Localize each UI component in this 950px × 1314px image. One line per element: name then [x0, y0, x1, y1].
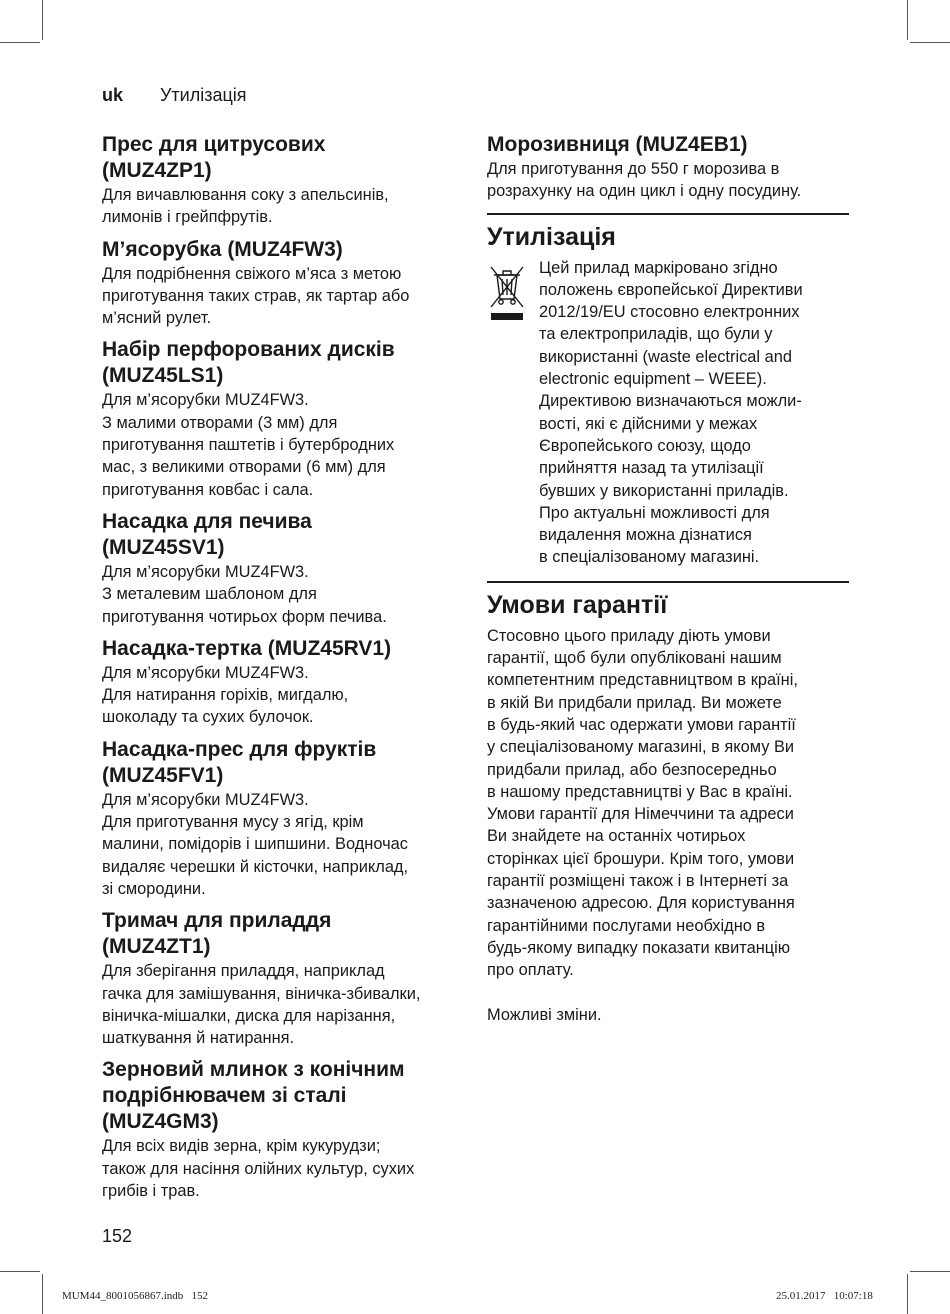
accessory-item — [102, 1057, 467, 1202]
accessory-title-line: Насадка для печива — [102, 509, 312, 533]
warranty-text-line: про оплату. — [487, 961, 574, 980]
crop-mark — [42, 1274, 43, 1314]
accessory-description — [102, 184, 467, 229]
accessory-title-line: Прес для цитрусових — [102, 133, 326, 156]
accessory-description-line: Для зберігання приладдя, наприклад — [102, 962, 385, 981]
accessory-description-line: малини, помідорів і шипшини. Водночас — [102, 835, 408, 854]
warranty-text-line: гарантії розміщені також і в Інтернеті за — [487, 872, 789, 891]
disposal-text-line: Європейського союзу, щодо — [539, 436, 751, 455]
section-divider — [487, 581, 849, 583]
accessory-description — [102, 1135, 467, 1202]
accessory-title — [102, 737, 467, 789]
language-code: uk — [102, 85, 124, 105]
warranty-text-line: в якій Ви придбали прилад. Ви можете — [487, 693, 782, 712]
accessory-title-line: (MUZ4GM3) — [102, 1110, 219, 1134]
accessory-description-line: Для м’ясорубки MUZ4FW3. — [102, 790, 309, 809]
accessory-description-line: гачка для замішування, віничка-збивалки, — [102, 984, 421, 1003]
accessory-description-line: шаткування й натирання. — [102, 1029, 295, 1048]
accessory-title — [102, 636, 467, 662]
disposal-text-line: бувших у використанні приладів. — [539, 481, 789, 500]
section-divider — [487, 213, 849, 215]
accessory-description-line: м’ясний рулет. — [102, 309, 212, 328]
accessory-description — [102, 561, 467, 628]
changes-note: Можливі зміни. — [487, 1005, 602, 1024]
accessory-description — [487, 158, 849, 203]
disposal-text — [539, 257, 803, 569]
footer-timestamp: 25.01.2017 10:07:18 — [776, 1290, 873, 1302]
crop-mark — [0, 42, 40, 43]
accessory-title-line: (MUZ4ZT1) — [102, 935, 211, 959]
warranty-text-line: гарантії, щоб були опубліковані нашим — [487, 649, 782, 668]
crop-mark — [0, 1271, 40, 1272]
page-number: 152 — [102, 1226, 133, 1246]
disposal-text-line: видалення можна дізнатися — [539, 526, 752, 545]
accessory-title-line: Морозивниця (MUZ4EB1) — [487, 133, 748, 156]
disposal-text-line: в спеціалізованому магазині. — [539, 548, 760, 567]
crop-mark — [907, 0, 908, 40]
accessory-title — [102, 908, 467, 960]
footer-file-info: MUM44_8001056867.indb 152 — [62, 1290, 209, 1302]
warranty-text-line: зазначеною адресою. Для користування — [487, 894, 795, 913]
accessory-description-line: Для натирання горіхів, мигдалю, — [102, 686, 349, 705]
accessory-description-line: також для насіння олійних культур, сухих — [102, 1159, 415, 1178]
accessory-item — [102, 237, 467, 330]
disposal-text-line: Цей прилад маркіровано згідно — [539, 258, 778, 277]
accessory-title-line: (MUZ45LS1) — [102, 364, 224, 388]
accessory-title — [102, 1057, 467, 1135]
accessory-title-line: (MUZ45SV1) — [102, 535, 225, 559]
warranty-text-line: Умови гарантії для Німеччини та адреси — [487, 805, 794, 824]
warranty-text-line: у спеціалізованому магазині, в якому Ви — [487, 738, 795, 757]
warranty-text-line: Стосовно цього приладу діють умови — [487, 626, 771, 645]
accessory-description-line: Для м’ясорубки MUZ4FW3. — [102, 663, 309, 682]
warranty-text-line: в нашому представництві у Вас в країні. — [487, 782, 793, 801]
warranty-text-line: компетентним представництвом в країні, — [487, 671, 798, 690]
disposal-text-line: прийняття назад та утилізації — [539, 459, 764, 478]
accessory-title-line: (MUZ45FV1) — [102, 763, 224, 787]
accessory-item — [102, 636, 467, 729]
warranty-text-line: будь-якому випадку показати квитанцію — [487, 938, 791, 957]
accessory-item — [487, 132, 849, 203]
accessory-description — [102, 789, 467, 900]
warranty-text-line: в будь-який час одержати умови гарантії — [487, 715, 796, 734]
accessory-description-line: приготування чотирьох форм печива. — [102, 607, 387, 626]
accessory-title-line: Набір перфорованих дисків — [102, 338, 395, 362]
disposal-text-line: Про актуальні можливості для — [539, 503, 770, 522]
accessory-description-line: З металевим шаблоном для — [102, 585, 317, 604]
warranty-title: Умови гарантії — [487, 590, 668, 619]
accessory-description-line: зі смородини. — [102, 879, 206, 898]
crop-mark — [907, 1274, 908, 1314]
crop-mark — [910, 42, 950, 43]
left-column — [102, 132, 467, 1210]
accessory-title-line: Насадка-тертка (MUZ45RV1) — [102, 636, 392, 660]
accessory-item — [102, 337, 467, 500]
accessory-title — [102, 132, 467, 184]
warranty-text-line: сторінках цієї брошури. Крім того, умови — [487, 849, 795, 868]
accessory-title-line: Тримач для приладдя — [102, 909, 332, 933]
disposal-text-line: Директивою визначаються можли- — [539, 392, 802, 411]
accessory-description — [102, 960, 467, 1049]
accessory-item — [102, 509, 467, 628]
disposal-text-line: electronic equipment – WEEE). — [539, 370, 767, 389]
disposal-title: Утилізація — [487, 222, 616, 251]
accessory-description-line: грибів і трав. — [102, 1182, 200, 1201]
accessory-item — [102, 908, 467, 1049]
accessory-title-line: М’ясорубка (MUZ4FW3) — [102, 237, 343, 261]
accessory-description-line: Для приготування до 550 г морозива в — [487, 160, 780, 178]
crop-mark — [42, 0, 43, 40]
disposal-text-line: та електроприладів, що були у — [539, 325, 773, 344]
accessory-description-line: Для вичавлювання соку з апельсинів, — [102, 186, 389, 204]
accessory-description-line: приготування ковбас і сала. — [102, 480, 314, 499]
right-column — [487, 132, 849, 1026]
disposal-block — [487, 257, 849, 569]
accessory-title-line: Насадка-прес для фруктів — [102, 737, 377, 761]
warranty-text-line: придбали прилад, або безпосередньо — [487, 760, 777, 779]
accessory-description-line: шоколаду та сухих булочок. — [102, 708, 314, 727]
accessory-item — [102, 132, 467, 229]
accessory-description-line: лимонів і грейпфрутів. — [102, 208, 273, 227]
accessory-description-line: приготування таких страв, як тартар або — [102, 286, 410, 305]
accessory-description-line: віничка-мішалки, диска для нарізання, — [102, 1006, 396, 1025]
warranty-text-line: гарантійними послугами необхідно в — [487, 916, 766, 935]
accessory-description — [102, 662, 467, 729]
accessory-description-line: приготування паштетів і бутербродних — [102, 436, 395, 455]
disposal-text-line: положень європейської Директиви — [539, 280, 803, 299]
accessory-title — [102, 337, 467, 389]
accessory-description-line: Для всіх видів зерна, крім кукурудзи; — [102, 1137, 381, 1156]
accessory-title — [102, 509, 467, 561]
disposal-text-line: вості, які є дійсними у межах — [539, 414, 758, 433]
page-header — [102, 84, 247, 106]
accessory-description — [102, 263, 467, 330]
header-section-title: Утилізація — [160, 85, 247, 105]
accessory-item — [102, 737, 467, 900]
warranty-text — [487, 625, 849, 982]
accessory-description-line: Для приготування мусу з ягід, крім — [102, 813, 364, 832]
accessory-title-line: (MUZ4ZP1) — [102, 159, 212, 182]
disposal-text-line: 2012/19/EU стосовно електронних — [539, 303, 800, 322]
accessory-title-line: Зерновий млинок з конічним — [102, 1058, 405, 1082]
warranty-text-line: Ви знайдете на останніх чотирьох — [487, 827, 746, 846]
accessory-description-line: мас, з великими отворами (6 мм) для — [102, 458, 386, 477]
accessory-description-line: Для м’ясорубки MUZ4FW3. — [102, 391, 309, 410]
accessory-description-line: Для м’ясорубки MUZ4FW3. — [102, 562, 309, 581]
accessory-title — [102, 237, 467, 263]
accessory-description — [102, 389, 467, 500]
accessory-description-line: З малими отворами (3 мм) для — [102, 413, 338, 432]
accessory-title-line: подрібнювачем зі сталі — [102, 1084, 347, 1108]
crop-mark — [910, 1271, 950, 1272]
accessory-title — [487, 132, 849, 158]
accessory-description-line: видаляє черешки й кісточки, наприклад, — [102, 857, 409, 876]
accessory-description-line: розрахунку на один цикл і одну посудину. — [487, 182, 802, 201]
crossed-out-wheelie-bin-icon — [487, 257, 539, 569]
disposal-text-line: використанні (waste electrical and — [539, 347, 792, 366]
accessory-description-line: Для подрібнення свіжого м’яса з метою — [102, 264, 402, 283]
